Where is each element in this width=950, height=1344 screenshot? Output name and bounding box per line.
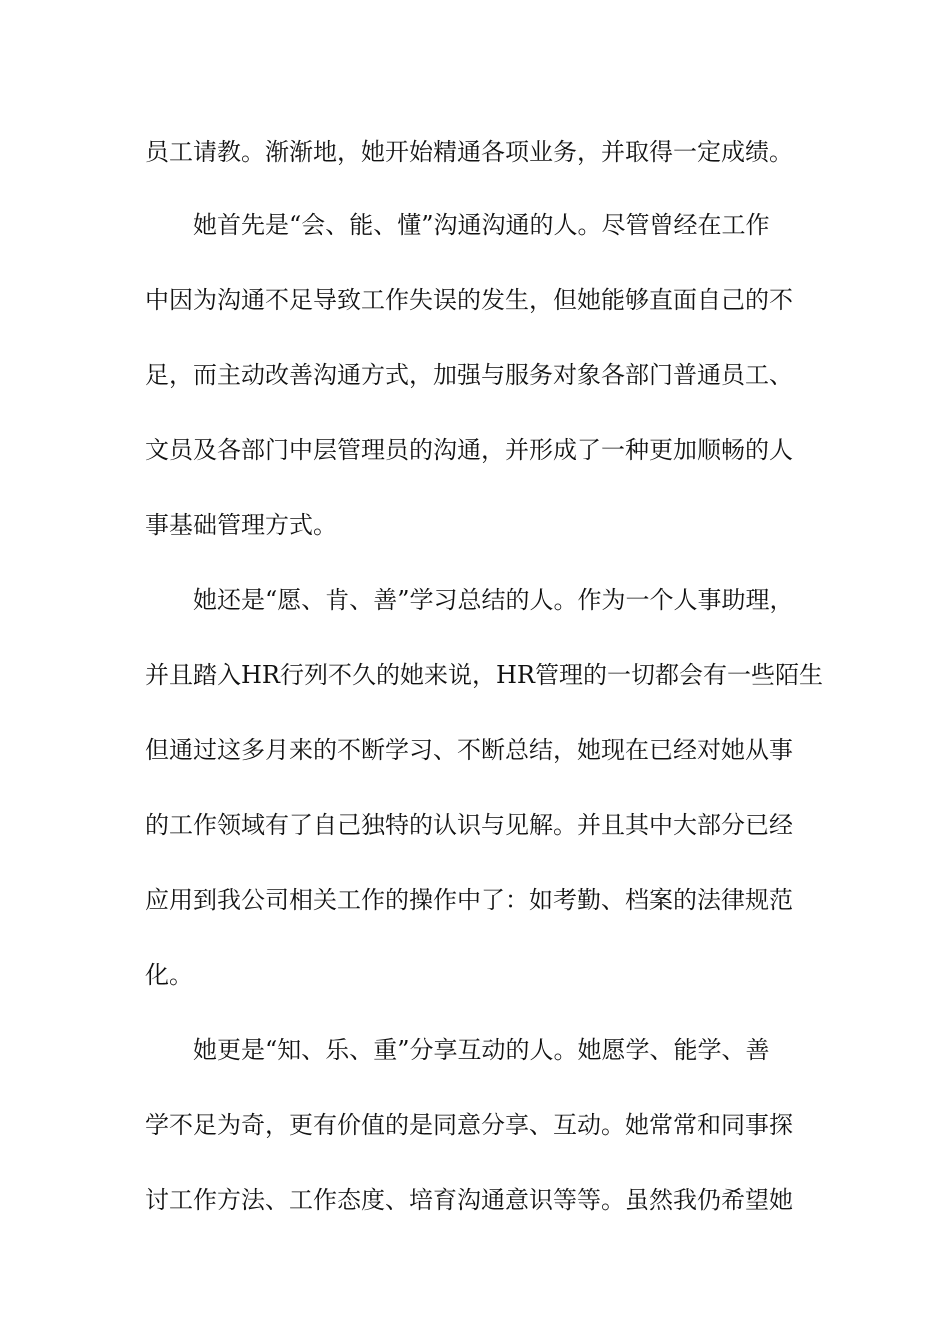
text-line-4: 足，而主动改善沟通方式，加强与服务对象各部门普通员工、 <box>145 361 793 389</box>
text-line-3: 中因为沟通不足导致工作失误的发生，但她能够直面自己的不 <box>145 286 793 314</box>
text-line-12: 化。 <box>145 961 193 989</box>
text-line-11: 应用到我公司相关工作的操作中了：如考勤、档案的法律规范 <box>145 886 793 914</box>
text-line-1: 员工请教。渐渐地，她开始精通各项业务，并取得一定成绩。 <box>145 138 793 166</box>
text-line-10: 的工作领域有了自己独特的认识与见解。并且其中大部分已经 <box>145 811 793 839</box>
text-line-6: 事基础管理方式。 <box>145 511 337 539</box>
text-line-7: 她还是“愿、肯、善”学习总结的人。作为一个人事助理， <box>145 586 794 614</box>
text-line-15: 讨工作方法、工作态度、培育沟通意识等等。虽然我仍希望她 <box>145 1186 793 1214</box>
text-line-2: 她首先是“会、能、懂”沟通沟通的人。尽管曾经在工作 <box>145 211 770 239</box>
text-line-9: 但通过这多月来的不断学习、不断总结，她现在已经对她从事 <box>145 736 793 764</box>
text-line-14: 学不足为奇，更有价值的是同意分享、互动。她常常和同事探 <box>145 1111 793 1139</box>
text-line-13: 她更是“知、乐、重”分享互动的人。她愿学、能学、善 <box>145 1036 770 1064</box>
text-line-5: 文员及各部门中层管理员的沟通，并形成了一种更加顺畅的人 <box>145 436 793 464</box>
text-line-8: 并且踏入HR行列不久的她来说，HR管理的一切都会有一些陌生 <box>145 661 823 689</box>
